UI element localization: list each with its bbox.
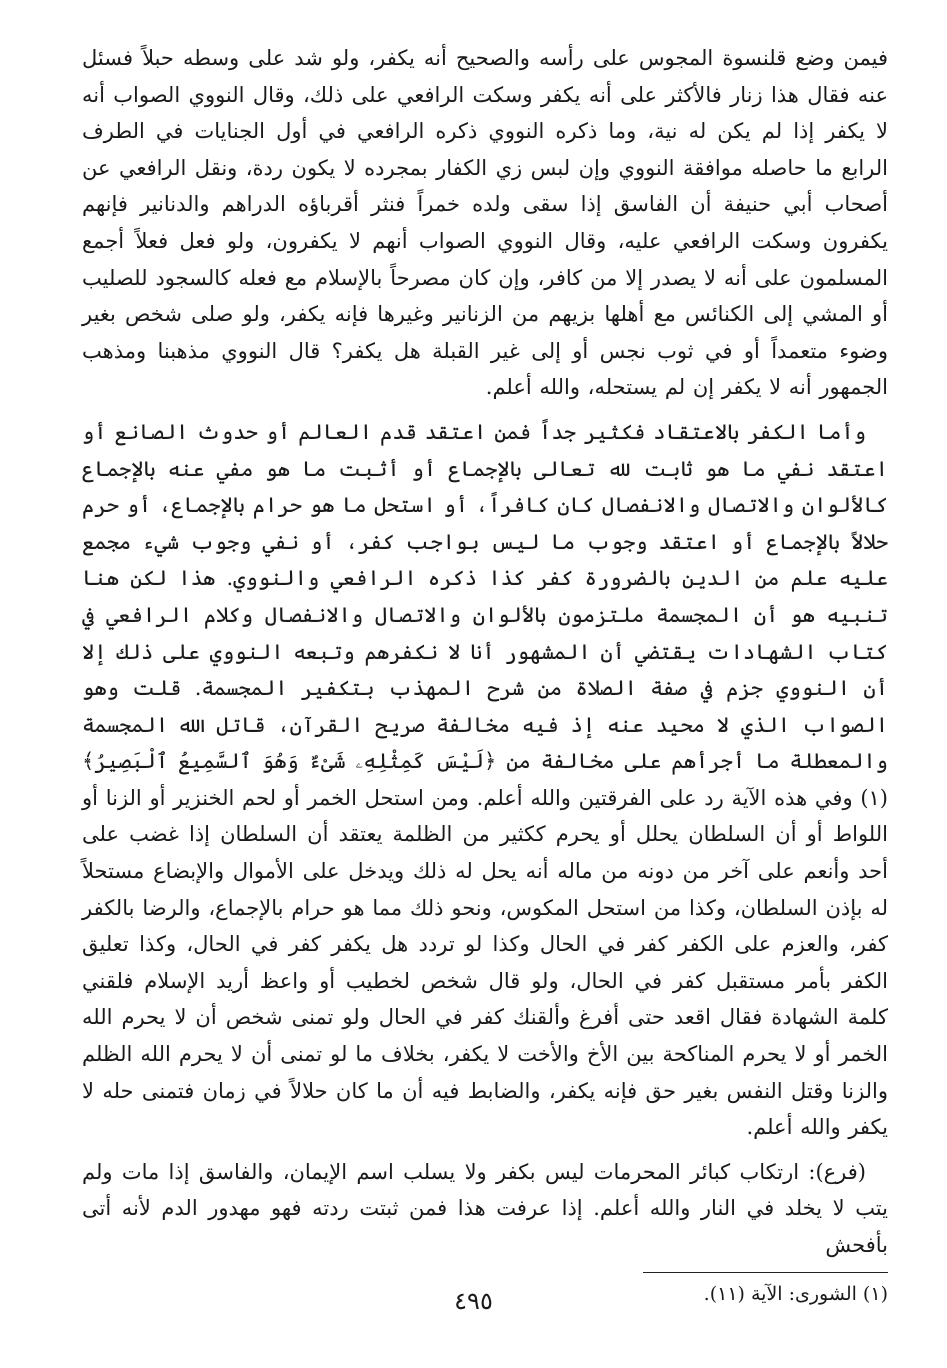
page-number: ٤٩٥ bbox=[454, 1287, 493, 1315]
footnote-divider bbox=[643, 1272, 888, 1273]
paragraph-2: وأما الكفر بالاعتقاد فكثير جداً فمن اعتقد قدم العالم أو حدوث الصانع أو اعتقد نفي ما هو ثابت لله تعالى بالإجماع أو أثبت ما هو مفي عنه بالإجماع كالألوان والاتصال والانفصال كان كافراً، أو استحل ما هو حرام بالإجماع، أو حرم حلالاً بالإجماع أو اعتقد وجوب ما ليس بواجب كفر، أو نفي وجوب شيء مجمع عليه علم من الدين بالضرورة كفر كذا ذكره الرافعي والنووي. هذا لكن هنا تنبيه هو أن المجسمة ملتزمون بالألوان والاتصال والانفصال وكلام الرافعي في كتاب الشهادات يقتضي أن المشهور أنا لا نكفرهم وتبعه النووي على ذلك إلا أن النووي جزم في صفة الصلاة من شرح المهذب بتكفير المجسمة. قلت وهو الصواب الذي لا محيد عنه إذ فيه مخالفة صريح القرآن، قاتل الله المجسمة والمعطلة ما أجرأهم على مخالفة من ﴿لَيْسَ كَمِثْلِهِۦ شَىْءٌ وَهُوَ ٱلسَّمِيعُ ٱلْبَصِيرُ﴾(١) وفي هذه الآية رد على الفرقتين والله أعلم. ومن استحل الخمر أو لحم الخنزير أو الزنا أو اللواط أو أن السلطان يحلل أو يحرم ككثير من الظلمة يعتقد أن السلطان إذا غضب على أحد وأنعم على آخر من دونه من ماله أنه يحل له ذلك ويدخل على الأموال والإبضاع مستحلاً له بإذن السلطان، وكذا من استحل المكوس، ونحو ذلك مما هو حرام بالإجماع، والرضا بالكفر كفر، والعزم على الكفر كفر في الحال وكذا لو تردد هل يكفر كفر في الحال، وكذا تعليق الكفر بأمر مستقبل كفر في الحال، ولو قال شخص لخطيب أو واعظ أريد الإسلام فلقني كلمة الشهادة فقال اقعد حتى أفرغ وألقنك كفر في الحال ولو تمنى شخص أن لا يحرم الله الخمر أو لا يحرم المناكحة بين الأخ والأخت لا يكفر، بخلاف ما لو تمنى أن لا يحرم الله الظلم والزنا وقتل النفس بغير حق فإنه يكفر، والضابط فيه أن ما كان حلالاً في زمان فتمنى حله لا يكفر والله أعلم. bbox=[82, 419, 888, 1140]
footnote: (١) الشورى: الآية (١١). bbox=[703, 1282, 888, 1305]
paragraph-3: (فرع): ارتكاب كبائر المحرمات ليس بكفر ولا يسلب اسم الإيمان، والفاسق إذا مات ولم يتب لا يخلد في النار والله أعلم. إذا عرفت هذا فمن ثبتت ردته فهو مهدور الدم لأنه أتى بأفحش bbox=[82, 1159, 888, 1257]
page-content bbox=[82, 40, 888, 1309]
paragraph-1: فيمن وضع قلنسوة المجوس على رأسه والصحيح أنه يكفر، ولو شد على وسطه حبلاً فسئل عنه فقال هذا زنار فالأكثر على أنه يكفر وسكت الرافعي على ذلك، وقال النووي الصواب أنه لا يكفر إذا لم يكن له نية، وما ذكره النووي ذكره الرافعي في أول الجنايات في الطرف الرابع ما حاصله موافقة النووي وإن لبس زي الكفار بمجرده لا يكون ردة، ونقل الرافعي عن أصحاب أبي حنيفة أن الفاسق إذا سقى ولده خمراً فنثر أقرباؤه الدراهم والدنانير فإنهم يكفرون وسكت الرافعي عليه، وقال النووي الصواب أنهم لا يكفرون، ولو فعل فعلاً أجمع المسلمون على أنه لا يصدر إلا من كافر، وإن كان مصرحاً بالإسلام مع فعله كالسجود للصليب أو المشي إلى الكنائس مع أهلها بزيهم من الزنانير وغيرها فإنه يكفر، ولو صلى شخص بغير وضوء متعمداً أو في ثوب نجس أو إلى غير القبلة هل يكفر؟ قال النووي مذهبنا ومذهب الجمهور أنه لا يكفر إن لم يستحله، والله أعلم. bbox=[82, 46, 888, 400]
